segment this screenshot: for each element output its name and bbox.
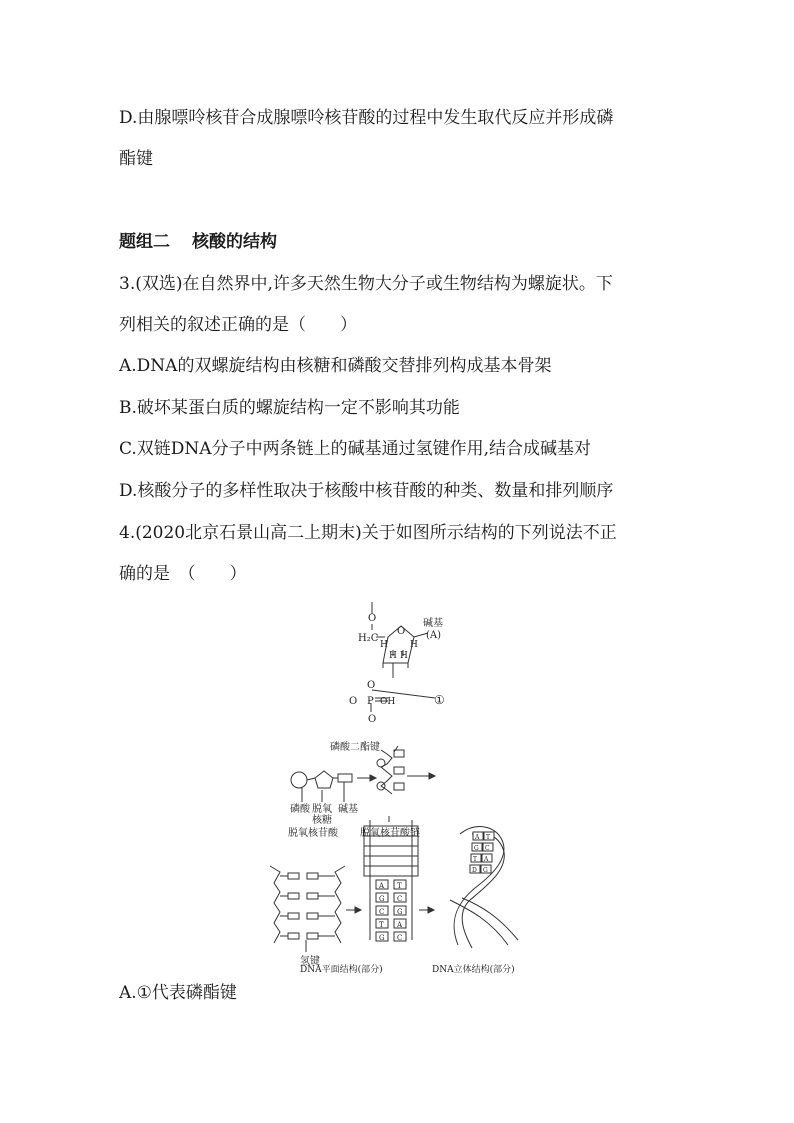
fig-h2c: H₂C (358, 633, 379, 644)
section-title (119, 231, 277, 253)
helix-base-letter-right: T (486, 834, 491, 841)
section-title-topic: 核酸的结构 (192, 232, 277, 252)
q3-option-a: A.DNA的双螺旋结构由核糖和磷酸交替排列构成基本骨架 (119, 356, 552, 376)
base-letter-right: G (397, 908, 403, 916)
helix-base-letter-right: A (484, 856, 489, 863)
base-letter-right: T (397, 882, 402, 890)
base-letter-left: C (379, 908, 385, 916)
fig-plane-label: DNA平面结构(部分) (300, 965, 383, 975)
fig-h-4: H (400, 651, 408, 661)
base-letter-right: A (397, 921, 403, 929)
fig-hydrogen-bond: 氢键 (300, 956, 320, 967)
fig-h-3: H (389, 651, 397, 661)
fig-h-2: H (410, 640, 418, 650)
fig-base-middle: 碱基 (338, 804, 358, 815)
fig-o-lower: O (368, 714, 377, 725)
q3-option-d: D.核酸分子的多样性取决于核酸中核苷酸的种类、数量和排列顺序 (119, 481, 614, 501)
helix-base-letter-left: A (475, 834, 480, 841)
fig-nucleotide: 脱氧核苷酸 (288, 828, 338, 839)
base-letter-left: A (379, 882, 385, 890)
q3-stem-line-2: 列相关的叙述正确的是（ ） (119, 315, 357, 335)
helix-base-letter-right: C (485, 845, 490, 852)
fig-stereo-label: DNA立体结构(部分) (432, 965, 515, 975)
fig-bond-label: 磷酸二酯键 (330, 742, 380, 753)
fig-oh: OH (380, 697, 396, 707)
fig-o-double: O (349, 696, 358, 707)
base-letter-left: G (379, 895, 385, 903)
q3-stem-line-1: 3.(双选)在自然界中,许多天然生物大分子或生物结构为螺旋状。下 (119, 274, 613, 294)
option-d-line-1: D.由腺嘌呤核苷合成腺嘌呤核苷酸的过程中发生取代反应并形成磷 (119, 108, 614, 128)
helix-base-letter-left: T (473, 856, 478, 863)
helix-base-letter-right: G (483, 867, 488, 874)
q3-option-b: B.破坏某蛋白质的螺旋结构一定不影响其功能 (119, 398, 460, 418)
fig-p: P (367, 696, 374, 707)
fig-h-1: H (380, 640, 388, 650)
fig-o-ring: O (397, 626, 406, 637)
fig-chain: 脱氧核苷酸链 (360, 828, 420, 839)
section-title-group: 题组二 (119, 232, 170, 252)
option-d-line-2: 酯键 (119, 149, 153, 169)
helix-base-letter-left: D (472, 867, 477, 874)
fig-deoxyribose-1: 脱氧 (312, 804, 332, 815)
base-letter-left: G (379, 934, 385, 942)
dna-structure-figure (260, 600, 550, 975)
fig-phosphate: 磷酸 (290, 804, 310, 815)
fig-o-top: O (368, 613, 377, 624)
q3-option-c: C.双链DNA分子中两条链上的碱基通过氢键作用,结合成碱基对 (119, 439, 591, 459)
fig-o-bottom: O (367, 680, 376, 691)
fig-base-label: 碱基 (423, 618, 443, 629)
fig-circled-1: ① (434, 693, 445, 707)
fig-deoxyribose-2: 核糖 (312, 815, 332, 826)
q4-stem-line-1: 4.(2020北京石景山高二上期末)关于如图所示结构的下列说法不正 (119, 523, 617, 543)
q4-option-a: A.①代表磷酯键 (119, 983, 237, 1003)
base-letter-right: C (397, 934, 403, 942)
base-letter-left: T (379, 921, 384, 929)
fig-base-a: (A) (426, 630, 442, 641)
helix-base-letter-left: G (474, 845, 479, 852)
base-letter-right: C (397, 895, 403, 903)
q4-stem-line-2: 确的是 （ ） (119, 564, 247, 584)
